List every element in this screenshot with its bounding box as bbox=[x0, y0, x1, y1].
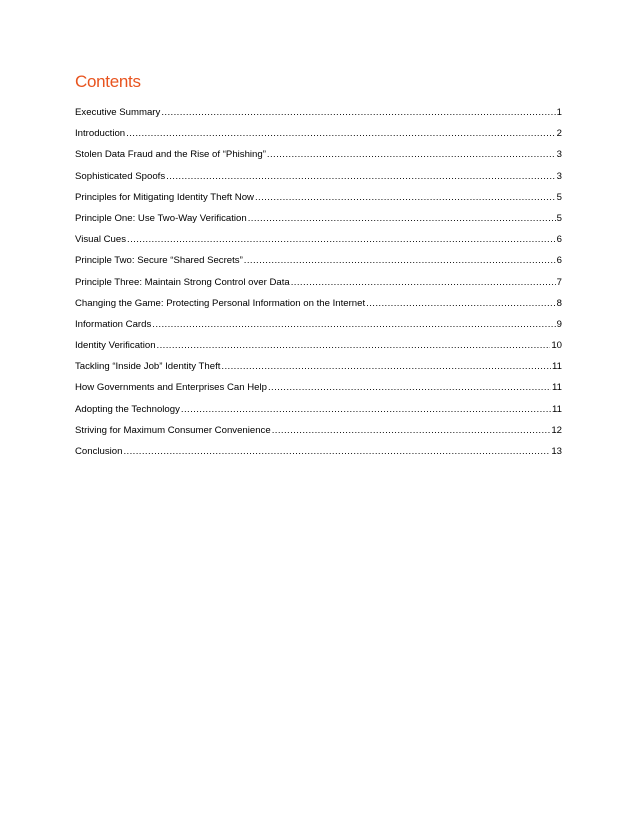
toc-entry[interactable] bbox=[75, 319, 562, 340]
toc-entry[interactable] bbox=[75, 255, 562, 276]
toc-entry[interactable] bbox=[75, 382, 562, 403]
toc-dot-leader bbox=[366, 298, 556, 310]
toc-entry-label: Conclusion bbox=[75, 446, 123, 457]
toc-entry[interactable] bbox=[75, 171, 562, 192]
toc-entry-page: 11 bbox=[552, 403, 562, 415]
toc-dot-leader bbox=[255, 192, 556, 204]
toc-dot-leader bbox=[248, 213, 556, 225]
toc-entry-page: 6 bbox=[556, 234, 562, 246]
toc-dot-leader bbox=[268, 382, 551, 394]
toc-entry-page: 13 bbox=[551, 446, 562, 457]
toc-entry[interactable] bbox=[75, 192, 562, 213]
toc-entry-page: 10 bbox=[551, 340, 562, 352]
toc-dot-leader bbox=[291, 277, 556, 289]
toc-entry[interactable] bbox=[75, 213, 562, 234]
toc-dot-leader bbox=[221, 361, 551, 373]
toc-dot-leader bbox=[157, 340, 551, 352]
toc-entry-page: 6 bbox=[556, 255, 562, 267]
toc-entry[interactable] bbox=[75, 149, 562, 170]
toc-entry-label: Adopting the Technology bbox=[75, 403, 180, 415]
toc-dot-leader bbox=[126, 128, 556, 140]
table-of-contents bbox=[75, 107, 562, 467]
toc-entry-page: 3 bbox=[556, 149, 562, 161]
toc-dot-leader bbox=[181, 404, 551, 416]
toc-entry-page: 3 bbox=[556, 170, 562, 182]
toc-entry[interactable] bbox=[75, 277, 562, 298]
toc-entry-page: 5 bbox=[556, 191, 562, 203]
toc-entry-page: 2 bbox=[556, 128, 562, 140]
toc-entry-label: Changing the Game: Protecting Personal Information on the Internet bbox=[75, 297, 366, 309]
toc-entry[interactable] bbox=[75, 234, 562, 255]
toc-dot-leader bbox=[127, 234, 556, 246]
toc-entry-label: Visual Cues bbox=[75, 234, 127, 246]
toc-entry-label: Information Cards bbox=[75, 318, 152, 330]
toc-entry-page: 12 bbox=[551, 424, 562, 436]
toc-entry[interactable] bbox=[75, 298, 562, 319]
toc-entry-label: Sophisticated Spoofs bbox=[75, 170, 166, 182]
toc-entry-page: 8 bbox=[556, 297, 562, 309]
toc-dot-leader bbox=[123, 446, 550, 458]
toc-entry-label: Executive Summary bbox=[75, 107, 161, 118]
toc-entry[interactable] bbox=[75, 446, 562, 467]
toc-entry-label: Stolen Data Fraud and the Rise of “Phishing” bbox=[75, 149, 266, 161]
toc-dot-leader bbox=[272, 425, 551, 437]
toc-title: Contents bbox=[75, 72, 141, 91]
toc-entry-page: 11 bbox=[552, 382, 562, 394]
toc-entry[interactable] bbox=[75, 107, 562, 128]
toc-entry[interactable] bbox=[75, 404, 562, 425]
toc-entry-label: Principle One: Use Two-Way Verification bbox=[75, 212, 247, 224]
toc-entry-page: 5 bbox=[556, 212, 562, 224]
toc-entry[interactable] bbox=[75, 425, 562, 446]
toc-entry-label: Striving for Maximum Consumer Convenience bbox=[75, 424, 271, 436]
toc-entry-label: Tackling “Inside Job” Identity Theft bbox=[75, 361, 221, 373]
toc-entry-label: Principles for Mitigating Identity Theft Now bbox=[75, 191, 254, 203]
toc-entry-page: 11 bbox=[552, 361, 562, 373]
toc-entry-page: 7 bbox=[556, 276, 562, 288]
toc-entry-page: 1 bbox=[556, 107, 562, 118]
toc-dot-leader bbox=[161, 107, 555, 119]
toc-dot-leader bbox=[267, 149, 556, 161]
toc-entry[interactable] bbox=[75, 361, 562, 382]
toc-entry-label: How Governments and Enterprises Can Help bbox=[75, 382, 267, 394]
toc-entry-label: Principle Two: Secure “Shared Secrets” bbox=[75, 255, 243, 267]
toc-entry-label: Identity Verification bbox=[75, 340, 156, 352]
toc-entry-label: Principle Three: Maintain Strong Control over Data bbox=[75, 276, 290, 288]
toc-entry[interactable] bbox=[75, 128, 562, 149]
toc-entry[interactable] bbox=[75, 340, 562, 361]
toc-dot-leader bbox=[152, 319, 555, 331]
toc-entry-page: 9 bbox=[556, 318, 562, 330]
toc-dot-leader bbox=[166, 171, 556, 183]
toc-dot-leader bbox=[244, 255, 556, 267]
toc-entry-label: Introduction bbox=[75, 128, 126, 140]
